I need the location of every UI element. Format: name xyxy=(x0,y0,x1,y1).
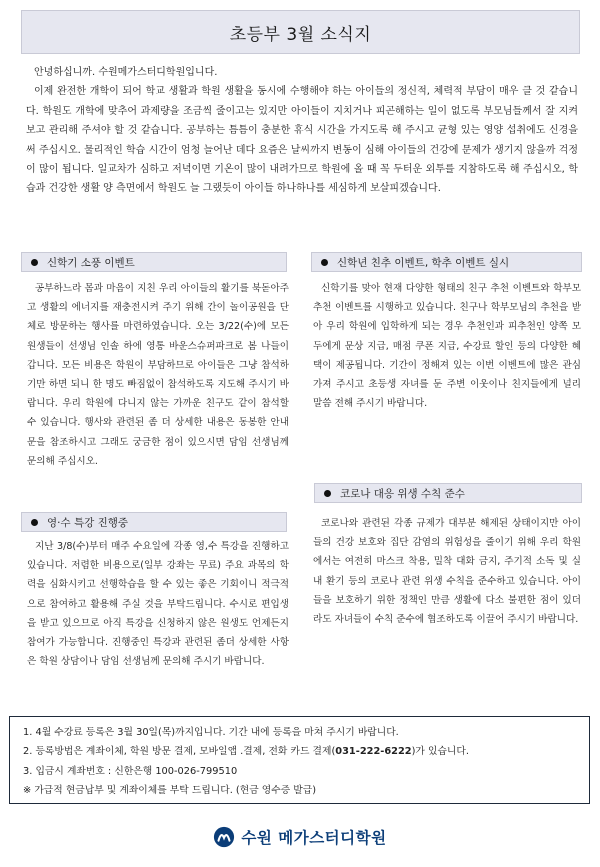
section-body-special xyxy=(27,537,289,671)
notice-line-2-suffix: )가 있습니다. xyxy=(411,746,469,758)
phone-number: 031-222-6222 xyxy=(335,746,412,758)
notice-line-1: 1. 4월 수강료 등록은 3월 30일(목)까지입니다. 기간 내에 등록을 마쳐 주시기 바랍니다. xyxy=(23,727,399,738)
section-header-referral xyxy=(311,252,582,272)
bullet-icon xyxy=(31,259,38,266)
section-header-picnic xyxy=(21,252,287,272)
intro-section xyxy=(26,63,578,199)
academy-name: 수원 메가스터디학원 xyxy=(241,829,387,847)
section-body-covid xyxy=(313,514,581,629)
section-text-covid: 코로나와 관련된 각종 규제가 대부분 해제된 상태이지만 아이들의 건강 보호와 집단 감염의 위험성을 줄이기 위해 우리 학원에서는 여전히 마스크 착용, 밀착 대화 금지, 주기적 소독 및 실내 환기 등의 코로나 관련 위생 수칙을 준수하고 있습니다. 아이들을 보호하기 위한 정책인 만큼 생활에 다소 불편한 점이 있더라도 자녀들이 수칙 준수에 협조하도록 이끌어 주시기 바랍니다. xyxy=(313,518,581,626)
section-text-picnic: 공부하느라 몸과 마음이 지친 우리 아이들의 활기를 북돋아주고 생활의 에너지를 재충전시켜 주기 위해 간이 놀이공원을 단체로 방문하는 행사를 마련하였습니다. 오는 3/22(수)에 모든 원생들이 선생님 인솔 하에 영통 바운스슈퍼파크로 봄 나들이 갑니다. 모든 비용은 학원이 부담하므로 아이들은 그냥 참석하기만 하면 되니 한 명도 빠짐없이 참석하도록 지도해 주시기 바랍니다. 우리 학원에 다니지 않는 가까운 친구도 같이 참석할 수 있습니다. 행사와 관련된 좀 더 상세한 내용은 동봉한 안내문을 참조하시고 그래도 궁금한 점이 있으시면 담임 선생님께 문의해 주십시오. xyxy=(27,283,289,467)
megastudy-logo-icon xyxy=(213,826,235,848)
section-title-covid: 코로나 대응 위생 수칙 준수 xyxy=(340,487,465,500)
registration-notice-box xyxy=(9,716,590,804)
newsletter-title-bar xyxy=(21,10,580,54)
section-header-special xyxy=(21,512,287,532)
bullet-icon xyxy=(321,259,328,266)
section-title-referral: 신학년 친추 이벤트, 학추 이벤트 실시 xyxy=(337,256,510,269)
bullet-icon xyxy=(31,519,38,526)
section-title-picnic: 신학기 소풍 이벤트 xyxy=(47,256,135,269)
intro-greeting: 안녕하십니까. 수원메가스터디학원입니다. xyxy=(34,67,218,78)
notice-line-4: ※ 가급적 현금납부 및 계좌이체를 부탁 드립니다. (현금 영수증 발급) xyxy=(23,785,317,797)
intro-body: 이제 완전한 개학이 되어 학교 생활과 학원 생활을 동시에 수행해야 하는 아이들의 정신적, 체력적 부담이 매우 클 것 같습니다. 학원도 개학에 맞추어 과제량을 조금씩 줄이고는 있지만 아이들이 지치거나 피곤해하는 일이 없도록 부모님들께서 잘 지켜보고 관리해 주셔야 할 것 같습니다. 공부하는 틈틈이 충분한 휴식 시간을 가지도록 해 주시고 균형 있는 영양 섭취에도 신경을 써 주십시오. 물리적인 학습 시간이 엄청 늘어난 데다 요즘은 날씨까지 변동이 심해 아이들의 건강에 문제가 생기지 않을까 걱정이 많이 됩니다. 일교차가 심하고 저녁이면 기온이 많이 내려가므로 학원에 올 때 꼭 두터운 외투를 지참하도록 해 주십시오, 학습과 건강한 생활 양 측면에서 학원도 늘 그랬듯이 아이들 하나하나를 세심하게 보살피겠습니다. xyxy=(26,86,578,195)
newsletter-title: 초등부 3월 소식지 xyxy=(229,24,372,45)
notice-line-3: 3. 입금시 계좌번호 : 신한은행 100-026-799510 xyxy=(23,765,238,777)
notice-line-2 xyxy=(23,742,589,761)
academy-logo xyxy=(0,812,600,862)
section-header-covid xyxy=(314,483,582,503)
section-body-referral xyxy=(313,279,581,413)
bullet-icon xyxy=(324,490,331,497)
section-body-picnic xyxy=(27,279,289,471)
section-text-special: 지난 3/8(수)부터 매주 수요일에 각종 영,수 특강을 진행하고 있습니다. 저렴한 비용으로(일부 강좌는 무료) 주요 과목의 학력을 심화시키고 선행학습을 할 수 있는 좋은 기회이니 적극적으로 참여하고 활용해 주실 것을 부탁드립니다. 수시로 편입생을 받고 있으므로 아직 특강을 신청하지 않은 원생도 언제든지 참여가 가능합니다. 진행중인 특강과 관련된 좀더 상세한 사항은 학원 상담이나 담임 선생님께 문의해 주시기 바랍니다. xyxy=(27,541,289,668)
notice-line-2-prefix: 2. 등록방법은 계좌이체, 학원 방문 결제, 모바일앱 .결제, 전화 카드 결제( xyxy=(23,746,336,758)
section-text-referral: 신학기를 맞아 현재 다양한 형태의 친구 추천 이벤트와 학부모 추천 이벤트를 시행하고 있습니다. 친구나 학부모님의 추천을 받아 우리 학원에 입학하게 되는 경우 추천인과 피추천인 양쪽 모두에게 문상 지급, 매점 쿠폰 지급, 수강료 할인 등의 다양한 혜택이 제공됩니다. 기간이 정해져 있는 이번 이벤트에 많은 관심 가져 주시고 초등생 자녀를 둔 주변 이웃이나 친지들에게 널리 말씀 전해 주시기 바랍니다. xyxy=(313,283,581,410)
section-title-special: 영·수 특강 진행중 xyxy=(47,516,129,529)
